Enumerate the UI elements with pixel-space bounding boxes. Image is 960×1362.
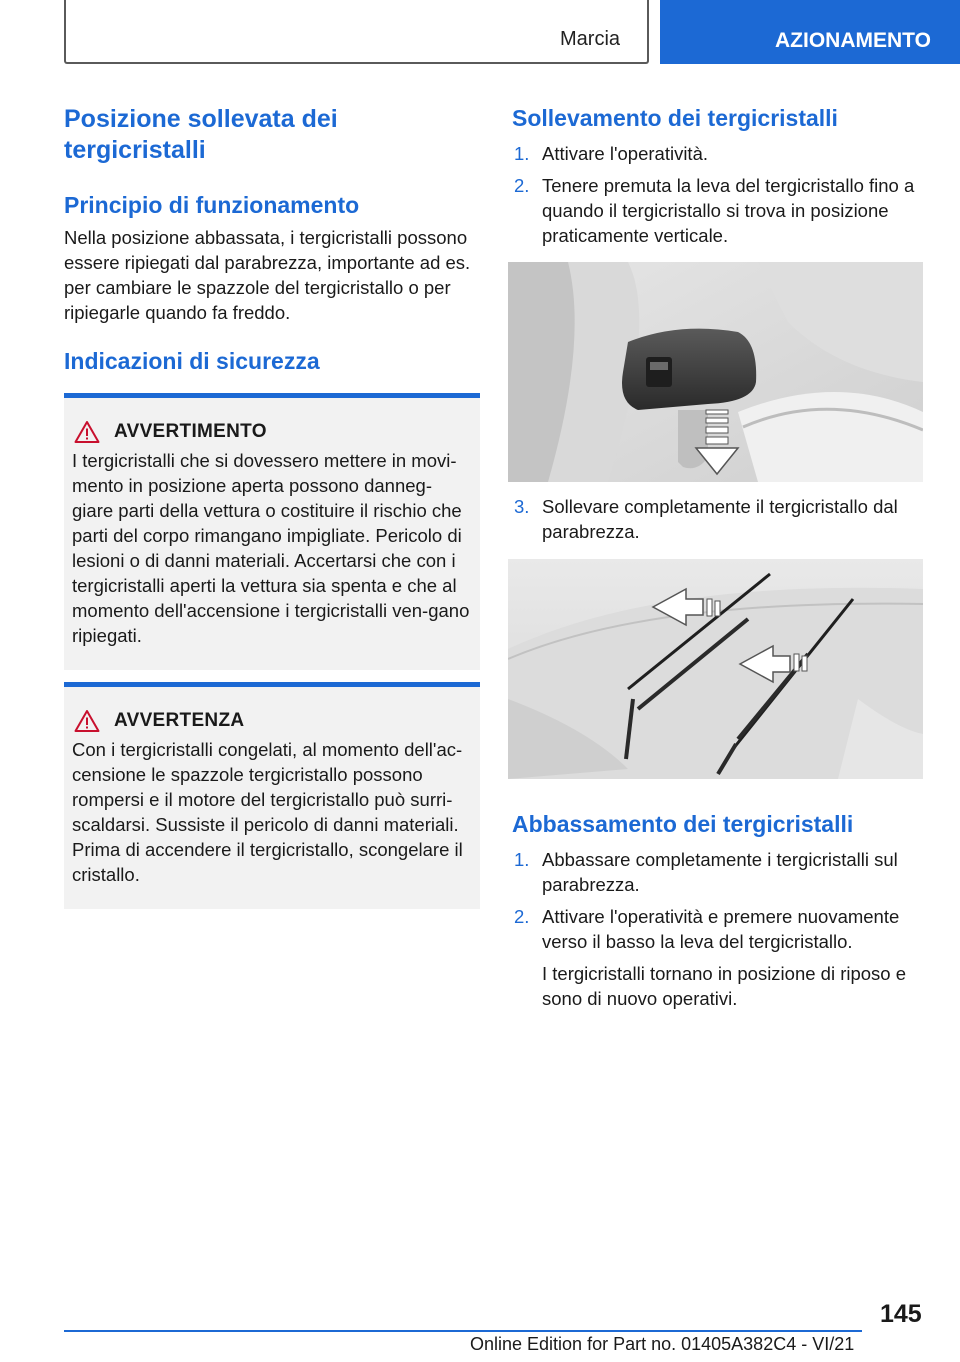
principle-heading: Principio di funzionamento (64, 192, 360, 218)
raise-steps-list-cont (512, 494, 928, 544)
left-column (64, 104, 480, 909)
warning-triangle-icon (74, 709, 100, 733)
warning-box-avvertenza (64, 682, 480, 909)
list-item: 2. Tenere premuta la leva del tergicristallo fino a quando il tergicristallo si trova in posizione praticamente verticale. (514, 175, 915, 246)
lower-heading: Abbassamento dei tergicristalli (512, 811, 854, 837)
header-section-title: Marcia (560, 28, 621, 50)
right-column (512, 104, 928, 255)
raise-steps-list (512, 141, 928, 248)
right-column-lower (512, 810, 928, 1011)
wipers-raised-image (508, 559, 923, 779)
safety-heading: Indicazioni di sicurezza (64, 348, 320, 374)
list-item: 3. Sollevare completamente il tergicristallo dal parabrezza. (514, 496, 898, 542)
warning-text: Con i tergicristalli congelati, al momento dell'ac-censione le spazzole tergicristallo possono rompersi e il motore del tergicristallo può surri-scaldarsi. Sussiste il pericolo di danni materiali. Prima di accendere il tergicristallo, scongelare il cristallo. (72, 739, 463, 885)
right-column-step3 (512, 494, 928, 551)
lower-steps-list (512, 847, 928, 954)
warning-triangle-icon (74, 420, 100, 444)
wiper-lever-image (508, 262, 923, 482)
warning-box-avvertimento (64, 393, 480, 670)
principle-text: Nella posizione abbassata, i tergicristalli possono essere ripiegati dal parabrezza, importante ad es. per cambiare le spazzole del tergicristallo o per ripiegarle quando fa freddo. (64, 227, 471, 323)
list-item: 1. Attivare l'operatività. (514, 143, 708, 164)
footer-edition: Online Edition for Part no. 01405A382C4 - VI/21 (470, 1334, 855, 1354)
list-item: 2. Attivare l'operatività e premere nuovamente verso il basso la leva del tergicristallo. (514, 906, 900, 952)
page-title: Posizione sollevata dei tergicristalli (64, 105, 338, 164)
lower-note: I tergicristalli tornano in posizione di riposo e sono di nuovo operativi. (542, 963, 907, 1009)
warning-text: I tergicristalli che si dovessero mettere in movi-mento in posizione aperta possono danneg-giare parti della vettura o costituire il rischio che parti del corpo rimangano impigliate. Pericolo di lesioni o di danni materiali. Accertarsi che con i tergicristalli aperti la vettura sia spenta e che al momento dell'accensione i tergicristalli ven-gano ripiegati. (72, 450, 470, 646)
warning-label: AVVERTENZA (114, 710, 245, 731)
list-item: 1. Abbassare completamente i tergicristalli sul parabrezza. (514, 849, 898, 895)
warning-label: AVVERTIMENTO (114, 421, 267, 442)
header-chapter-tab[interactable]: AZIONAMENTO (660, 0, 960, 64)
raise-heading: Sollevamento dei tergicristalli (512, 105, 838, 131)
page-number: 145 (880, 1300, 922, 1328)
footer-divider (64, 1330, 862, 1332)
